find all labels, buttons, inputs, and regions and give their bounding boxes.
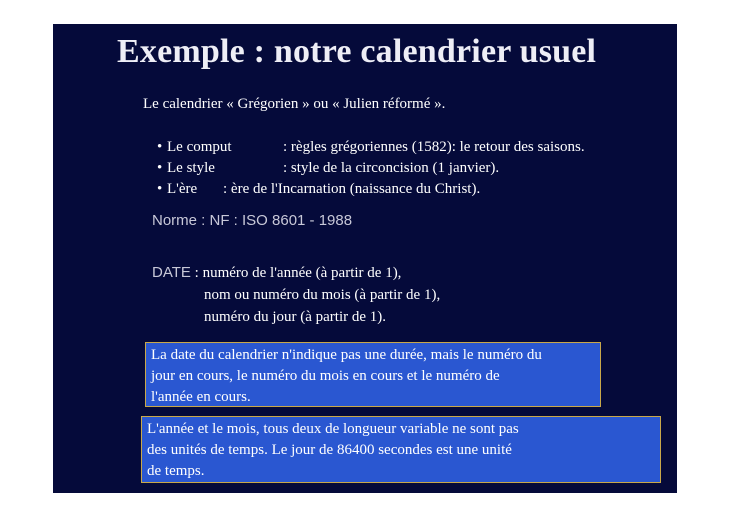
note-line: des unités de temps. Le jour de 86400 secondes est une unité bbox=[147, 442, 512, 458]
bullet-definition: : style de la circoncision (1 janvier). bbox=[283, 160, 500, 176]
date-line bbox=[152, 262, 440, 284]
note-line: L'année et le mois, tous deux de longueur variable ne sont pas bbox=[147, 421, 519, 437]
note-box-units bbox=[141, 416, 661, 483]
date-line-text: : numéro de l'année (à partir de 1), bbox=[194, 265, 402, 281]
note-box-date bbox=[145, 342, 601, 407]
date-definition bbox=[152, 262, 440, 328]
note-line: l'année en cours. bbox=[151, 389, 251, 405]
bullet-item-style bbox=[157, 158, 500, 179]
note-line: jour en cours, le numéro du mois en cours et le numéro de bbox=[151, 368, 500, 384]
bullet-definition: : ère de l'Incarnation (naissance du Christ). bbox=[223, 181, 481, 197]
intro-text: Le calendrier « Grégorien » ou « Julien réformé ». bbox=[143, 96, 446, 112]
bullet-term: Le comput bbox=[167, 139, 232, 155]
bullet-dot: • bbox=[157, 181, 163, 197]
date-key: DATE bbox=[152, 264, 191, 281]
bullet-term: Le style bbox=[167, 160, 215, 176]
bullet-item-comput bbox=[157, 137, 585, 158]
note-line: de temps. bbox=[147, 463, 205, 479]
date-line: nom ou numéro du mois (à partir de 1), bbox=[204, 287, 441, 303]
bullet-dot: • bbox=[157, 160, 163, 176]
bullet-list bbox=[157, 137, 585, 200]
norme-text: Norme : NF : ISO 8601 - 1988 bbox=[152, 212, 353, 229]
slide-title: Exemple : notre calendrier usuel bbox=[117, 33, 597, 70]
date-line: numéro du jour (à partir de 1). bbox=[204, 309, 387, 325]
bullet-item-ere bbox=[157, 179, 481, 200]
slide bbox=[53, 24, 677, 493]
bullet-definition: : règles grégoriennes (1582): le retour des saisons. bbox=[283, 139, 585, 155]
note-line: La date du calendrier n'indique pas une durée, mais le numéro du bbox=[151, 347, 542, 363]
bullet-term: L'ère bbox=[167, 181, 198, 197]
bullet-dot: • bbox=[157, 139, 163, 155]
